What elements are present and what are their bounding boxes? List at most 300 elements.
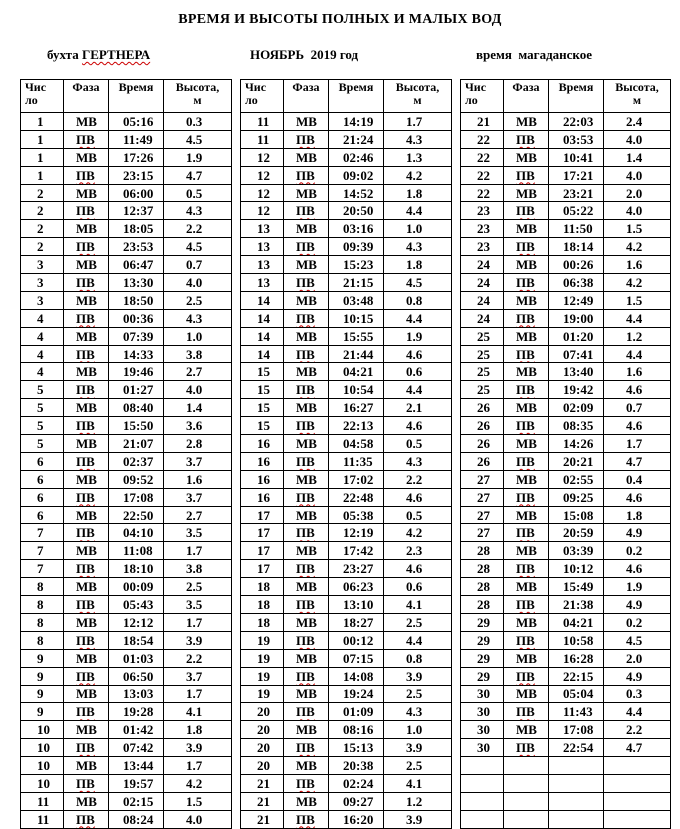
cell-time (329, 238, 384, 256)
cell-height-text: 4.9 (626, 596, 643, 612)
cell-day-text: 18 (257, 596, 270, 612)
cell-day-text: 29 (477, 632, 490, 648)
cell-phase (64, 417, 109, 435)
cell-time (109, 757, 164, 775)
cell-day (241, 345, 284, 363)
cell-height (384, 739, 452, 757)
cell-time (329, 166, 384, 184)
cell-day (461, 578, 504, 596)
cell-phase-text: ПВ (516, 418, 535, 434)
cell-height (604, 256, 671, 274)
cell-time-text: 08:35 (563, 418, 594, 434)
cell-phase-text: МВ (76, 292, 97, 308)
cell-phase-text: ПВ (296, 596, 315, 612)
cell-day-text: 7 (37, 543, 44, 559)
cell-height (384, 560, 452, 578)
cell-time (549, 184, 604, 202)
cell-day (21, 417, 64, 435)
cell-day (21, 774, 64, 792)
cell-time-text: 00:12 (343, 632, 374, 648)
cell-time-text: 14:08 (343, 668, 374, 684)
cell-day-text: 6 (37, 489, 44, 505)
cell-phase-text: МВ (296, 292, 317, 308)
cell-height (604, 166, 671, 184)
cell-phase (504, 452, 549, 470)
column-gap (452, 613, 461, 631)
cell-height (384, 524, 452, 542)
cell-height (384, 452, 452, 470)
table-row (21, 578, 671, 596)
cell-height-text: 4.6 (406, 346, 423, 362)
column-gap (232, 649, 241, 667)
cell-day-text: 14 (257, 328, 270, 344)
cell-phase (284, 381, 329, 399)
cell-height-text: 0.8 (406, 650, 423, 666)
cell-phase (64, 399, 109, 417)
cell-time-text: 13:40 (563, 364, 594, 380)
cell-phase (504, 721, 549, 739)
cell-time (109, 792, 164, 810)
cell-height (164, 148, 232, 166)
cell-phase (504, 578, 549, 596)
cell-day-text: 21 (477, 113, 490, 129)
cell-phase-text: ПВ (516, 239, 535, 255)
cell-day-text: 12 (257, 203, 270, 219)
cell-day (21, 649, 64, 667)
cell-time-text: 13:03 (123, 686, 154, 702)
cell-time (549, 309, 604, 327)
cell-time (329, 130, 384, 148)
cell-day-text: 16 (257, 453, 270, 469)
cell-height (604, 399, 671, 417)
cell-time-text: 11:35 (343, 453, 373, 469)
cell-time (109, 184, 164, 202)
cell-height (164, 506, 232, 524)
column-gap (452, 166, 461, 184)
cell-phase-text: ПВ (516, 203, 535, 219)
cell-height-text: 4.4 (406, 632, 423, 648)
cell-phase (504, 345, 549, 363)
cell-time-text: 06:38 (563, 274, 594, 290)
cell-time (549, 560, 604, 578)
cell-time-text: 03:39 (563, 543, 594, 559)
column-gap (232, 220, 241, 238)
cell-height-text: 4.7 (626, 453, 643, 469)
cell-time (109, 148, 164, 166)
column-gap (452, 792, 461, 810)
table-row (21, 667, 671, 685)
cell-phase (64, 202, 109, 220)
cell-height-text: 2.2 (186, 650, 203, 666)
cell-height (604, 113, 671, 131)
cell-phase-text: МВ (516, 400, 537, 416)
cell-day-text: 5 (37, 382, 44, 398)
cell-height-text: 2.5 (186, 292, 203, 308)
cell-phase (284, 757, 329, 775)
cell-day (461, 130, 504, 148)
cell-time-text: 09:27 (343, 793, 374, 809)
cell-day-text: 9 (37, 704, 44, 720)
cell-phase-text: МВ (76, 579, 97, 595)
cell-time (329, 774, 384, 792)
column-gap (232, 488, 241, 506)
cell-phase-text: ПВ (516, 346, 535, 362)
cell-phase-text: ПВ (516, 632, 535, 648)
cell-day (461, 685, 504, 703)
cell-time (329, 596, 384, 614)
cell-phase-text: МВ (76, 650, 97, 666)
cell-height (164, 130, 232, 148)
cell-day (241, 470, 284, 488)
cell-phase-text: МВ (76, 543, 97, 559)
cell-day (21, 667, 64, 685)
cell-phase-text: МВ (76, 471, 97, 487)
cell-phase-text: ПВ (76, 525, 95, 541)
cell-time (329, 256, 384, 274)
table-row (21, 363, 671, 381)
column-gap (452, 452, 461, 470)
cell-phase-text: МВ (516, 471, 537, 487)
cell-day-text: 28 (477, 596, 490, 612)
cell-phase (284, 560, 329, 578)
cell-height (164, 810, 232, 828)
cell-height-text: 3.7 (186, 453, 203, 469)
cell-phase (284, 685, 329, 703)
cell-time-text: 15:55 (343, 328, 374, 344)
cell-height (164, 166, 232, 184)
cell-phase (64, 542, 109, 560)
cell-day-text: 8 (37, 614, 44, 630)
cell-time (329, 274, 384, 292)
cell-height (384, 113, 452, 131)
cell-phase (284, 309, 329, 327)
cell-time-text: 05:43 (123, 596, 154, 612)
cell-time (109, 667, 164, 685)
column-gap (452, 703, 461, 721)
cell-phase (504, 417, 549, 435)
cell-day (21, 327, 64, 345)
cell-height-text: 4.0 (626, 131, 643, 147)
table-row (21, 506, 671, 524)
column-gap (452, 470, 461, 488)
cell-day-text: 10 (37, 740, 50, 756)
table-row (21, 220, 671, 238)
cell-height (604, 220, 671, 238)
cell-phase-text: ПВ (76, 310, 95, 326)
cell-height-text: 2.7 (186, 507, 203, 523)
header-height-line: Высота, (615, 80, 659, 94)
header-phase (504, 80, 549, 113)
cell-day (241, 631, 284, 649)
cell-phase-text: ПВ (296, 382, 315, 398)
cell-height-text: 4.3 (406, 131, 423, 147)
cell-phase (284, 667, 329, 685)
cell-day-text: 11 (37, 793, 50, 809)
cell-time (109, 470, 164, 488)
cell-height (604, 524, 671, 542)
cell-height (164, 470, 232, 488)
cell-day (461, 381, 504, 399)
cell-day-text: 12 (257, 167, 270, 183)
column-gap (452, 435, 461, 453)
cell-phase (284, 506, 329, 524)
cell-day (461, 148, 504, 166)
cell-day (21, 184, 64, 202)
table-row (21, 470, 671, 488)
column-gap (232, 113, 241, 131)
cell-phase (284, 166, 329, 184)
column-gap (232, 470, 241, 488)
cell-height (604, 703, 671, 721)
cell-time-text: 21:07 (123, 435, 154, 451)
column-gap (232, 560, 241, 578)
header-time-line: Время (118, 80, 154, 94)
cell-time (109, 381, 164, 399)
cell-day (21, 542, 64, 560)
cell-phase-text: МВ (296, 793, 317, 809)
cell-time (329, 721, 384, 739)
cell-time (329, 792, 384, 810)
cell-day-text: 15 (257, 382, 270, 398)
cell-time-text: 09:02 (343, 167, 374, 183)
cell-height-text: 3.8 (186, 561, 203, 577)
cell-phase (284, 291, 329, 309)
cell-day-text: 27 (477, 471, 490, 487)
cell-day (461, 435, 504, 453)
cell-time-text: 04:21 (563, 614, 594, 630)
cell-height (604, 613, 671, 631)
cell-time (329, 309, 384, 327)
cell-height (164, 417, 232, 435)
cell-day (241, 202, 284, 220)
cell-day (21, 810, 64, 828)
cell-time-text: 11:43 (563, 704, 593, 720)
cell-height-text: 0.7 (626, 400, 643, 416)
table-row (21, 184, 671, 202)
cell-phase (64, 309, 109, 327)
cell-day (461, 739, 504, 757)
column-gap (232, 435, 241, 453)
cell-day-text: 1 (37, 131, 44, 147)
column-gap (232, 613, 241, 631)
cell-time (549, 631, 604, 649)
cell-time-text: 21:44 (343, 346, 374, 362)
cell-day (241, 667, 284, 685)
cell-height (604, 542, 671, 560)
cell-day (21, 202, 64, 220)
column-gap (452, 327, 461, 345)
cell-day-text: 14 (257, 292, 270, 308)
cell-day (461, 220, 504, 238)
cell-phase-text: ПВ (296, 561, 315, 577)
cell-day-text: 30 (477, 722, 490, 738)
cell-day (241, 184, 284, 202)
cell-phase-text: ПВ (76, 489, 95, 505)
cell-time-text: 04:10 (123, 525, 154, 541)
cell-phase (504, 113, 549, 131)
cell-phase-text: МВ (516, 650, 537, 666)
cell-time (329, 578, 384, 596)
cell-time-text: 03:16 (343, 221, 374, 237)
cell-day-text: 16 (257, 489, 270, 505)
cell-phase (64, 345, 109, 363)
cell-phase-text: МВ (76, 400, 97, 416)
cell-day (21, 113, 64, 131)
table-row (21, 435, 671, 453)
cell-phase (504, 667, 549, 685)
cell-day (241, 757, 284, 775)
cell-phase (504, 542, 549, 560)
cell-phase-text: МВ (76, 793, 97, 809)
cell-time (329, 810, 384, 828)
cell-height-text: 4.4 (626, 704, 643, 720)
cell-phase (64, 810, 109, 828)
cell-time (109, 309, 164, 327)
cell-day (21, 757, 64, 775)
table-row (21, 291, 671, 309)
column-gap (232, 130, 241, 148)
cell-height-text: 1.9 (406, 328, 423, 344)
cell-day (461, 202, 504, 220)
cell-height-text: 1.2 (406, 793, 423, 809)
header-height (384, 80, 452, 113)
cell-phase (284, 327, 329, 345)
cell-phase-text: ПВ (516, 704, 535, 720)
cell-height-text: 3.7 (186, 489, 203, 505)
cell-height-text: 2.2 (406, 471, 423, 487)
cell-phase-text: МВ (76, 435, 97, 451)
cell-time-text: 09:25 (563, 489, 594, 505)
cell-day-text: 3 (37, 292, 44, 308)
cell-phase-text: ПВ (76, 596, 95, 612)
cell-day-text: 1 (37, 167, 44, 183)
cell-height (384, 703, 452, 721)
cell-height-text: 4.6 (626, 489, 643, 505)
cell-phase-text: ПВ (516, 489, 535, 505)
cell-height (384, 345, 452, 363)
cell-time-text: 14:52 (343, 185, 374, 201)
cell-time (109, 256, 164, 274)
cell-time (329, 327, 384, 345)
cell-height-text: 1.7 (626, 435, 643, 451)
cell-time (549, 435, 604, 453)
cell-phase (504, 309, 549, 327)
cell-height-text: 4.5 (186, 131, 203, 147)
cell-height (384, 309, 452, 327)
cell-height (164, 524, 232, 542)
cell-day (461, 345, 504, 363)
cell-day-text: 30 (477, 704, 490, 720)
cell-phase-text: ПВ (76, 382, 95, 398)
cell-time-text: 04:58 (343, 435, 374, 451)
cell-phase (284, 184, 329, 202)
cell-phase-text: МВ (296, 185, 317, 201)
cell-time (109, 506, 164, 524)
cell-day-text: 29 (477, 650, 490, 666)
cell-day (461, 649, 504, 667)
cell-day-text: 6 (37, 453, 44, 469)
cell-time-text: 06:23 (343, 579, 374, 595)
table-row (21, 649, 671, 667)
cell-day (241, 399, 284, 417)
cell-phase-text: ПВ (76, 811, 95, 827)
cell-time-text: 13:30 (123, 274, 154, 290)
cell-height-text: 0.2 (626, 614, 643, 630)
cell-phase (64, 596, 109, 614)
cell-phase (64, 578, 109, 596)
cell-height-text: 1.7 (186, 758, 203, 773)
cell-time (549, 202, 604, 220)
cell-phase-text: ПВ (76, 668, 95, 684)
cell-phase (284, 631, 329, 649)
table-row (21, 327, 671, 345)
cell-height (164, 739, 232, 757)
cell-height (384, 685, 452, 703)
cell-phase-text: МВ (516, 113, 537, 129)
cell-day-text: 5 (37, 418, 44, 434)
column-gap (452, 256, 461, 274)
cell-day (241, 166, 284, 184)
cell-phase-text: ПВ (296, 775, 315, 791)
cell-time (549, 506, 604, 524)
cell-day-text: 19 (257, 632, 270, 648)
cell-phase-text: МВ (516, 149, 537, 165)
cell-time (109, 596, 164, 614)
cell-phase-text: МВ (516, 364, 537, 380)
cell-height-text: 4.4 (626, 310, 643, 326)
column-gap (452, 399, 461, 417)
cell-time (549, 685, 604, 703)
cell-height-text: 4.0 (626, 203, 643, 219)
cell-phase-text: ПВ (516, 525, 535, 541)
cell-day (241, 524, 284, 542)
table-row (21, 757, 671, 775)
cell-height-text: 1.0 (186, 328, 203, 344)
cell-day (241, 256, 284, 274)
cell-height-text: 4.6 (626, 561, 643, 577)
cell-time-text: 19:46 (123, 364, 154, 380)
cell-time-text: 19:00 (563, 310, 594, 326)
cell-time-text: 00:26 (563, 257, 594, 273)
cell-time-text: 01:09 (343, 704, 374, 720)
cell-day (21, 399, 64, 417)
cell-time (109, 399, 164, 417)
cell-time-text: 12:12 (123, 614, 154, 630)
cell-height (384, 488, 452, 506)
cell-height-text: 1.6 (626, 257, 643, 273)
cell-phase (64, 435, 109, 453)
cell-day-text: 22 (477, 167, 490, 183)
cell-time (549, 345, 604, 363)
cell-day (241, 703, 284, 721)
header-row (21, 80, 671, 113)
cell-day (461, 774, 504, 792)
cell-phase (284, 202, 329, 220)
cell-height-text: 4.9 (626, 668, 643, 684)
column-gap (452, 578, 461, 596)
table-row (21, 524, 671, 542)
cell-time (549, 238, 604, 256)
cell-phase-text: ПВ (76, 632, 95, 648)
cell-day (241, 774, 284, 792)
cell-height-text: 1.2 (626, 328, 643, 344)
cell-day (21, 274, 64, 292)
cell-height-text: 1.9 (626, 579, 643, 595)
cell-height-text: 1.3 (406, 149, 423, 165)
cell-time (109, 274, 164, 292)
cell-time (329, 613, 384, 631)
cell-height-text: 1.7 (186, 543, 203, 559)
